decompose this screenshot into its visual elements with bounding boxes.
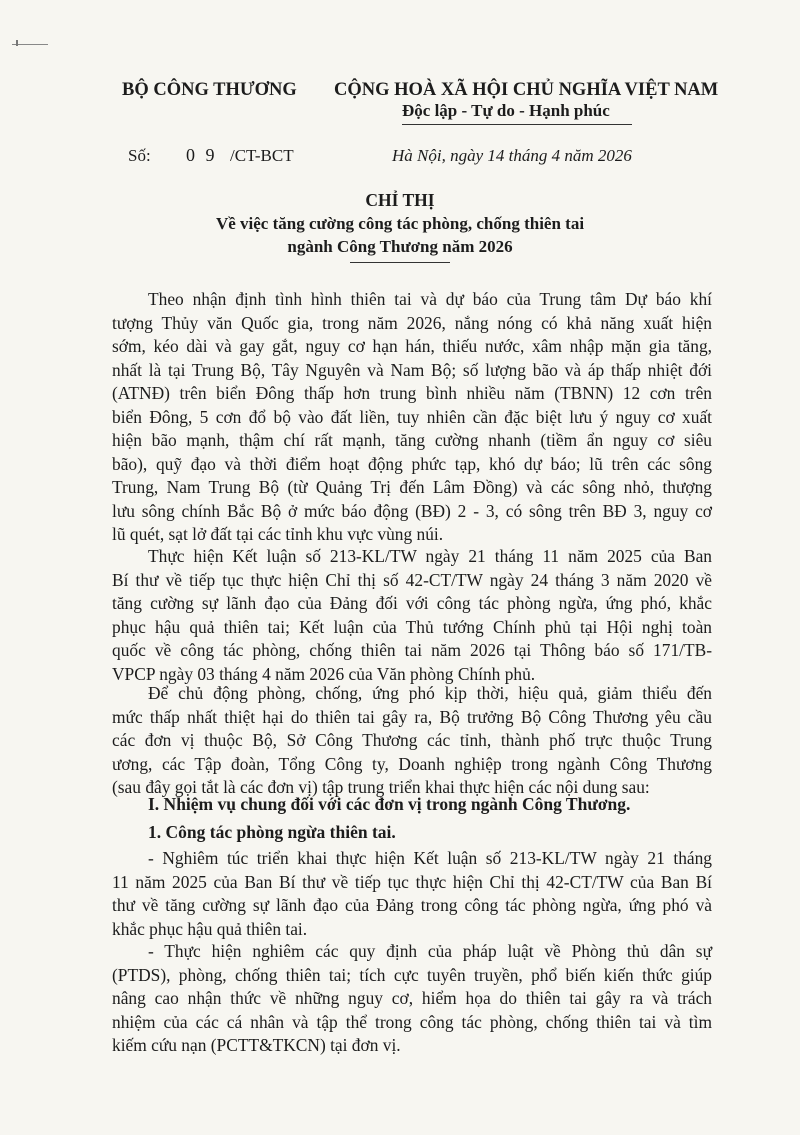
- paragraph-line: bão), quỹ đạo và thời điểm hoạt động phức tạp, khó dự báo; lũ trên các sông: [112, 453, 712, 474]
- national-title: CỘNG HOÀ XÃ HỘI CHỦ NGHĨA VIỆT NAM: [334, 80, 719, 100]
- paragraph-line: sớm, kéo dài và gay gắt, nguy cơ hạn hán, thiếu nước, xâm nhập mặn gia tăng,: [112, 336, 712, 356]
- paragraph-line: (ATNĐ) trên biển Đông thấp hơn trung bình nhiều năm (TBNN) 12 cơn trên: [112, 383, 712, 403]
- paragraph-line: kiếm cứu nạn (PCTT&TKCN) tại đơn vị.: [112, 1035, 401, 1055]
- paragraph-legal-basis: [112, 545, 712, 686]
- paragraph-line: VPCP ngày 03 tháng 4 năm 2026 của Văn phòng Chính phủ.: [112, 663, 536, 684]
- paragraph-forecast: [112, 288, 712, 547]
- paragraph-line: lũ quét, sạt lở đất tại các tỉnh khu vực vùng núi.: [112, 524, 444, 544]
- paragraph-line: biển Đông, 5 cơn đổ bộ vào đất liền, tuy nhiên cần đặc biệt lưu ý nguy cơ xuất: [112, 406, 712, 427]
- paragraph-line: - Thực hiện nghiêm các quy định của pháp luật về Phòng thủ dân sự: [148, 941, 712, 961]
- document-number-value: 0 9: [186, 145, 218, 165]
- place-and-date: Hà Nội, ngày 14 tháng 4 năm 2026: [392, 146, 632, 165]
- document-title: CHỈ THỊ: [365, 190, 435, 210]
- document-subtitle-line2: ngành Công Thương năm 2026: [287, 237, 513, 256]
- paragraph-line: (PTDS), phòng, chống thiên tai; tích cực tuyên truyền, phổ biến kiến thức giúp: [112, 964, 712, 985]
- paragraph-line: khắc phục hậu quả thiên tai.: [112, 918, 308, 939]
- paragraph-directive-scope: [112, 682, 712, 800]
- document-subtitle-line1: Về việc tăng cường công tác phòng, chống thiên tai: [215, 214, 585, 233]
- paragraph-line: - Nghiêm túc triển khai thực hiện Kết luận số 213-KL/TW ngày 21 tháng: [148, 848, 712, 868]
- paragraph-line: Trung, Nam Trung Bộ (từ Quảng Trị đến Lâm Đồng) và các sông nhỏ, thượng: [112, 477, 712, 497]
- paragraph-line: nâng cao nhận thức về những nguy cơ, hiểm họa do thiên tai gây ra và trách: [112, 988, 712, 1008]
- paragraph-line: (sau đây gọi tắt là các đơn vị) tập trung triển khai thực hiện các nội dung sau:: [112, 777, 650, 797]
- paragraph-line: nhất là tại Trung Bộ, Tây Nguyên và Nam Bộ; số lượng bão và áp thấp nhiệt đới: [112, 359, 712, 380]
- paragraph-line: thư về tăng cường sự lãnh đạo của Đảng trong công tác phòng ngừa, ứng phó và: [112, 895, 712, 915]
- section-heading-1: I. Nhiệm vụ chung đối với các đơn vị trong ngành Công Thương.: [148, 794, 631, 814]
- paragraph-line: Để chủ động phòng, chống, ứng phó kịp thời, hiệu quả, giảm thiểu đến: [148, 683, 712, 703]
- paragraph-line: mức thấp nhất thiệt hại do thiên tai gây ra, Bộ trưởng Bộ Công Thương yêu cầu: [112, 706, 712, 727]
- paragraph-prevention-1: [112, 847, 712, 941]
- national-motto: Độc lập - Tự do - Hạnh phúc: [402, 101, 610, 120]
- paragraph-line: các đơn vị thuộc Bộ, Sở Công Thương các tỉnh, thành phố trực thuộc Trung: [112, 730, 712, 750]
- paragraph-line: hiện bão mạnh, thậm chí rất mạnh, tăng cường nhanh (tiềm ẩn nguy cơ siêu: [112, 430, 712, 450]
- paragraph-line: quốc về công tác phòng, chống thiên tai năm 2026 tại Thông báo số 171/TB-: [112, 640, 712, 660]
- paragraph-line: phục hậu quả thiên tai; Kết luận của Thủ tướng Chính phủ tại Hội nghị toàn: [112, 616, 712, 637]
- paragraph-line: lưu sông chính Bắc Bộ ở mức báo động (BĐ) 2 - 3, có sông trên BĐ 3, nguy cơ: [112, 500, 712, 521]
- paragraph-line: Bí thư về tiếp tục thực hiện Chỉ thị số 42-CT/TW ngày 24 tháng 3 năm 2020 về: [112, 569, 712, 590]
- paragraph-line: nhiệm của các cá nhân và tập thể trong công tác phòng, chống thiên tai và tìm: [112, 1011, 712, 1032]
- paragraph-line: ương, các Tập đoàn, Tổng Công ty, Doanh nghiệp trong ngành Công Thương: [112, 753, 712, 774]
- title-underline: [350, 262, 450, 263]
- section-heading-1-1: 1. Công tác phòng ngừa thiên tai.: [148, 822, 396, 842]
- paragraph-line: tượng Thủy văn Quốc gia, trong năm 2026, nắng nóng có khả năng xuất hiện: [112, 312, 712, 333]
- scan-artifact-dot: [16, 40, 18, 46]
- paragraph-line: Theo nhận định tình hình thiên tai và dự báo của Trung tâm Dự báo khí: [148, 289, 712, 309]
- paragraph-prevention-2: [112, 940, 712, 1058]
- paragraph-line: 11 năm 2025 của Ban Bí thư về tiếp tục thực hiện Chỉ thị 42-CT/TW của Ban Bí: [112, 871, 712, 892]
- document-number-code: /CT-BCT: [230, 146, 294, 165]
- document-number-label: Số:: [128, 146, 151, 165]
- issuing-organization: BỘ CÔNG THƯƠNG: [122, 80, 297, 100]
- paragraph-line: tăng cường sự lãnh đạo của Đảng đối với công tác phòng ngừa, ứng phó, khắc: [112, 593, 712, 613]
- motto-underline: [402, 124, 632, 125]
- paragraph-line: Thực hiện Kết luận số 213-KL/TW ngày 21 tháng 11 năm 2025 của Ban: [148, 546, 712, 566]
